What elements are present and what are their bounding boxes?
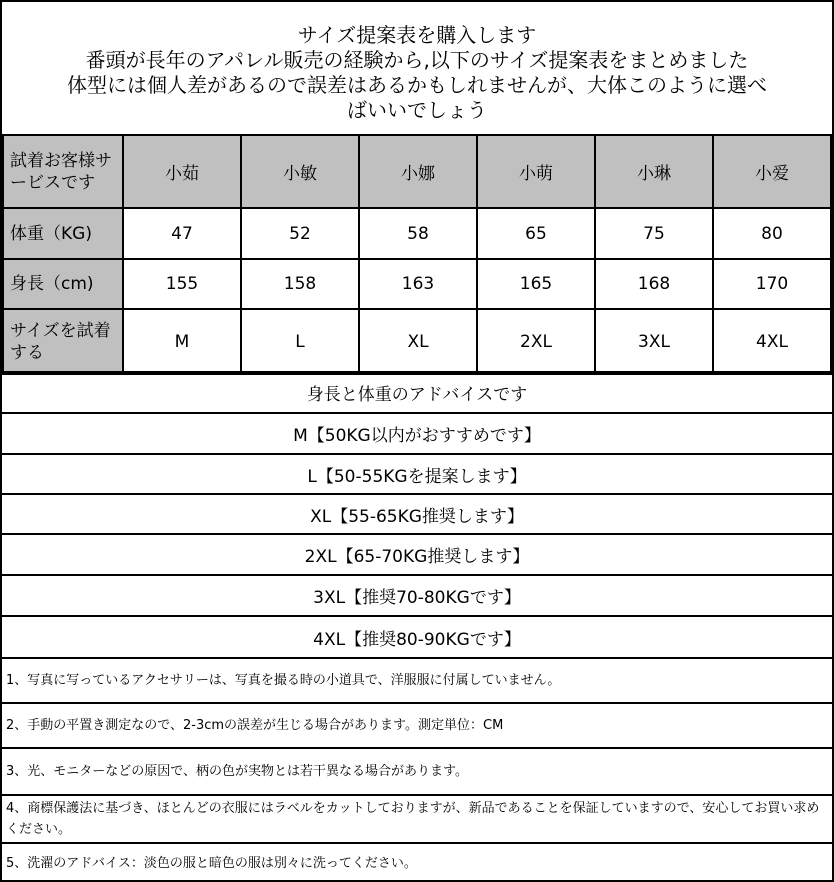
row-label: 身長（cm) (3, 259, 123, 309)
cell: 75 (595, 208, 713, 259)
note: 5、洗濯のアドバイス：淡色の服と暗色の服は別々に洗ってください。 (2, 842, 832, 882)
advice-row: 3XL【推奨70-80KGです】 (2, 574, 832, 615)
cell: 80 (713, 208, 831, 259)
advice-row: 4XL【推奨80-90KGです】 (2, 615, 832, 657)
cell: 170 (713, 259, 831, 309)
cell: 165 (477, 259, 595, 309)
cell: 52 (241, 208, 359, 259)
row-label: 体重（KG) (3, 208, 123, 259)
note: 3、光、モニターなどの原因で、柄の色が実物とは若干異なる場合があります。 (2, 747, 832, 794)
table-row-height (3, 259, 831, 309)
table-row-size (3, 309, 831, 374)
model-name: 小茹 (123, 135, 241, 208)
model-name: 小萌 (477, 135, 595, 208)
table-row-weight (3, 208, 831, 259)
cell: XL (359, 309, 477, 374)
cell: 168 (595, 259, 713, 309)
note: 4、商標保護法に基づき、ほとんどの衣服にはラベルをカットしておりますが、新品であることを保証していますので、安心してお買い求めください。 (2, 794, 832, 842)
intro-line: 番頭が長年のアパレル販売の経験から,以下のサイズ提案表をまとめました (85, 48, 749, 72)
cell: 163 (359, 259, 477, 309)
cell: M (123, 309, 241, 374)
corner-cell: 試着お客様サービスです (3, 135, 123, 208)
advice-row: L【50-55KGを提案します】 (2, 453, 832, 493)
model-name: 小爱 (713, 135, 831, 208)
intro-line: ばいいでしょう (347, 98, 487, 122)
table-header-row (3, 135, 831, 208)
note: 2、手動の平置き測定なので、2-3cmの誤差が生じる場合があります。測定単位：CM (2, 702, 832, 747)
cell: 4XL (713, 309, 831, 374)
model-name: 小敏 (241, 135, 359, 208)
advice-row: M【50KG以内がおすすめです】 (2, 412, 832, 453)
cell: 47 (123, 208, 241, 259)
cell: 3XL (595, 309, 713, 374)
intro-text (2, 2, 832, 134)
cell: 158 (241, 259, 359, 309)
cell: L (241, 309, 359, 374)
advice-heading: 身長と体重のアドバイスです (2, 371, 832, 412)
cell: 65 (477, 208, 595, 259)
note: 1、写真に写っているアクセサリーは、写真を撮る時の小道具で、洋服服に付属していません。 (2, 657, 832, 702)
intro-line: 体型には個人差があるので誤差はあるかもしれませんが、大体このように選べ (67, 73, 767, 97)
size-table (2, 134, 832, 375)
row-label: サイズを試着する (3, 309, 123, 374)
intro-line: サイズ提案表を購入します (297, 23, 537, 47)
model-name: 小娜 (359, 135, 477, 208)
cell: 58 (359, 208, 477, 259)
cell: 2XL (477, 309, 595, 374)
advice-row: 2XL【65-70KG推奨します】 (2, 533, 832, 574)
advice-row: XL【55-65KG推奨します】 (2, 493, 832, 533)
model-name: 小琳 (595, 135, 713, 208)
cell: 155 (123, 259, 241, 309)
